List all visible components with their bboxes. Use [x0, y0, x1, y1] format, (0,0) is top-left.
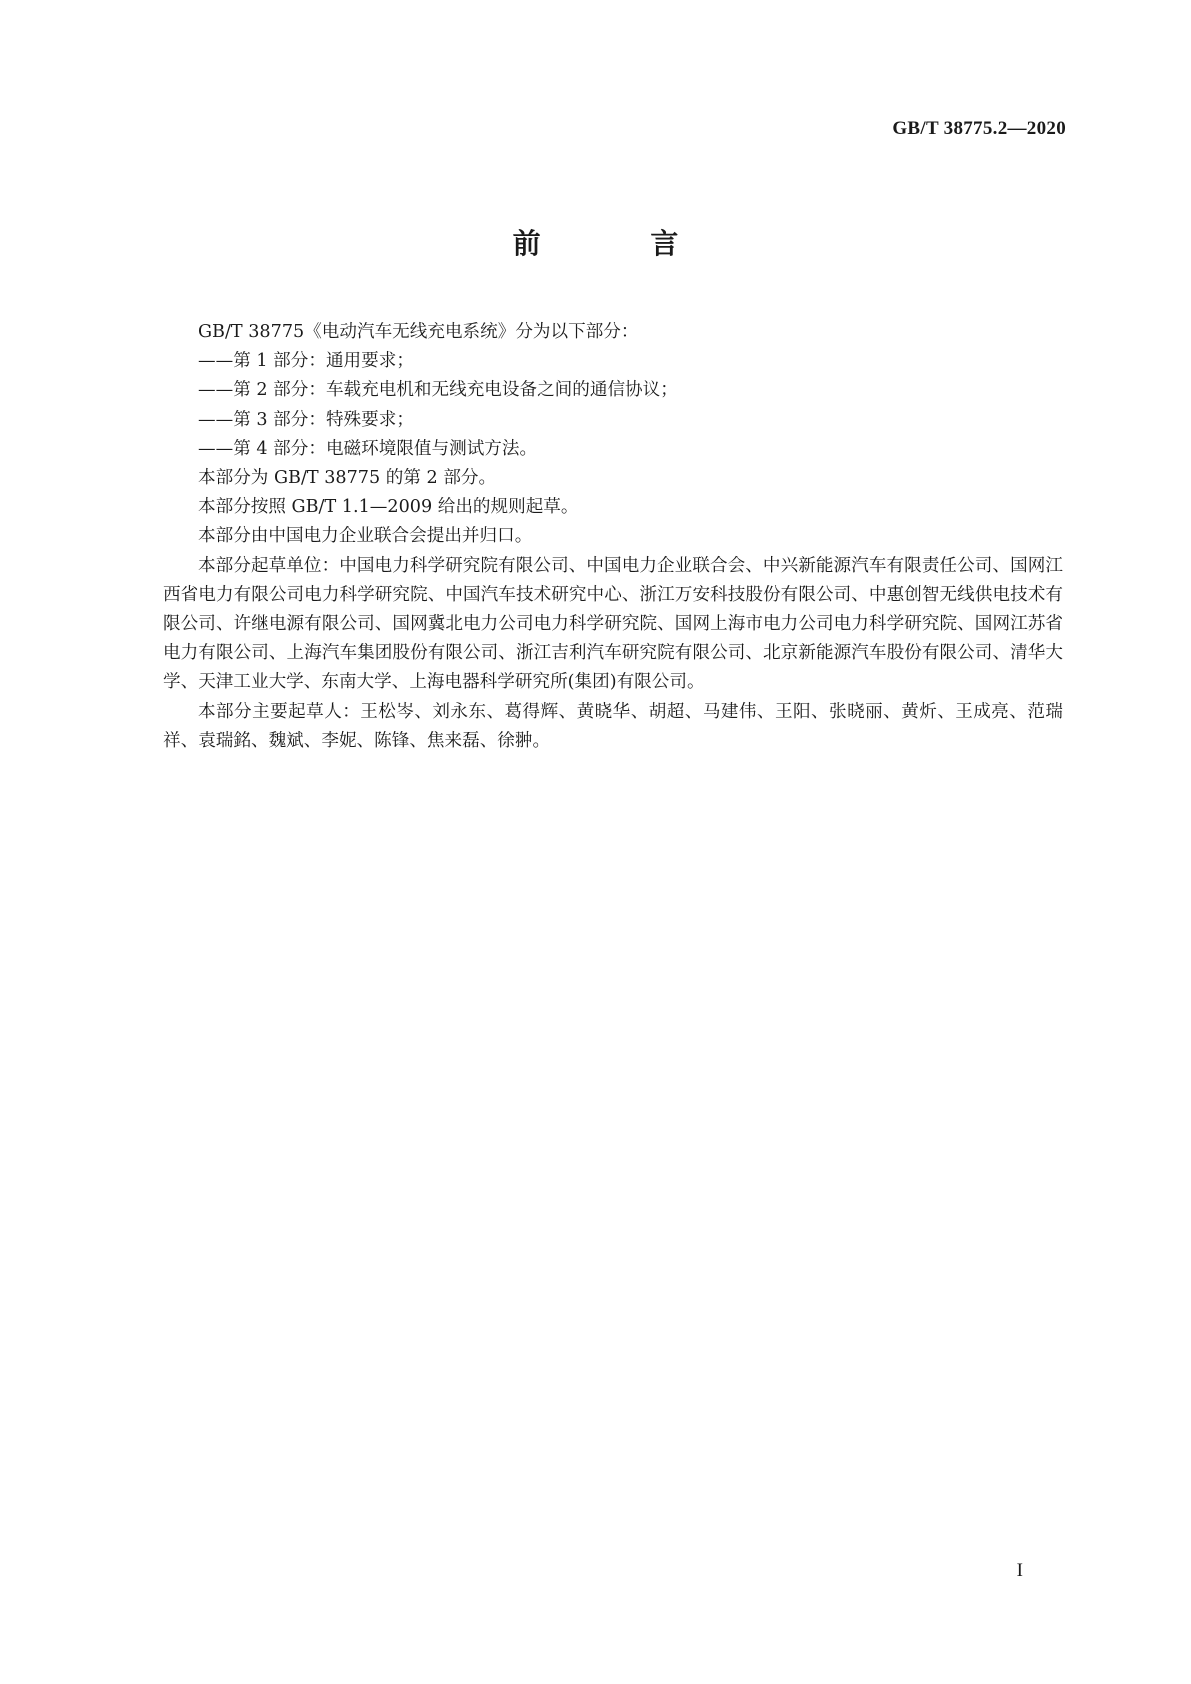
- drafting-rules: 本部分按照 GB/T 1.1—2009 给出的规则起草。: [198, 497, 579, 518]
- list-item: ——第 3 部分：特殊要求；: [198, 409, 414, 430]
- foreword-body: [163, 318, 1063, 756]
- part-statement: 本部分为 GB/T 38775 的第 2 部分。: [198, 468, 497, 489]
- intro-paragraph: GB/T 38775《电动汽车无线充电系统》分为以下部分：: [198, 322, 639, 342]
- page-number: I: [1016, 1560, 1023, 1581]
- list-item: ——第 1 部分：通用要求；: [198, 351, 414, 372]
- list-item: ——第 4 部分：电磁环境限值与测试方法。: [198, 438, 538, 459]
- drafting-units: 本部分起草单位：中国电力科学研究院有限公司、中国电力企业联合会、中兴新能源汽车有限责任公司、国网江西省电力有限公司电力科学研究院、中国汽车技术研究中心、浙江万安科技股份有限公司、中惠创智无线供电技术有限公司、许继电源有限公司、国网冀北电力公司电力科学研究院、国网上海市电力公司电力科学研究院、国网江苏省电力有限公司、上海汽车集团股份有限公司、浙江吉利汽车研究院有限公司、北京新能源汽车股份有限公司、清华大学、天津工业大学、东南大学、上海电器科学研究所(集团)有限公司。: [163, 555, 1063, 693]
- page-title: 前 言: [512, 227, 729, 260]
- proposer-statement: 本部分由中国电力企业联合会提出并归口。: [198, 526, 533, 547]
- list-item: ——第 2 部分：车载充电机和无线充电设备之间的通信协议；: [198, 380, 678, 401]
- standard-code: GB/T 38775.2—2020: [892, 118, 1066, 139]
- main-drafters: 本部分主要起草人：王松岑、刘永东、葛得辉、黄晓华、胡超、马建伟、王阳、张晓丽、黄炘、王成亮、范瑞祥、袁瑞銘、魏斌、李妮、陈锋、焦来磊、徐翀。: [163, 701, 1063, 751]
